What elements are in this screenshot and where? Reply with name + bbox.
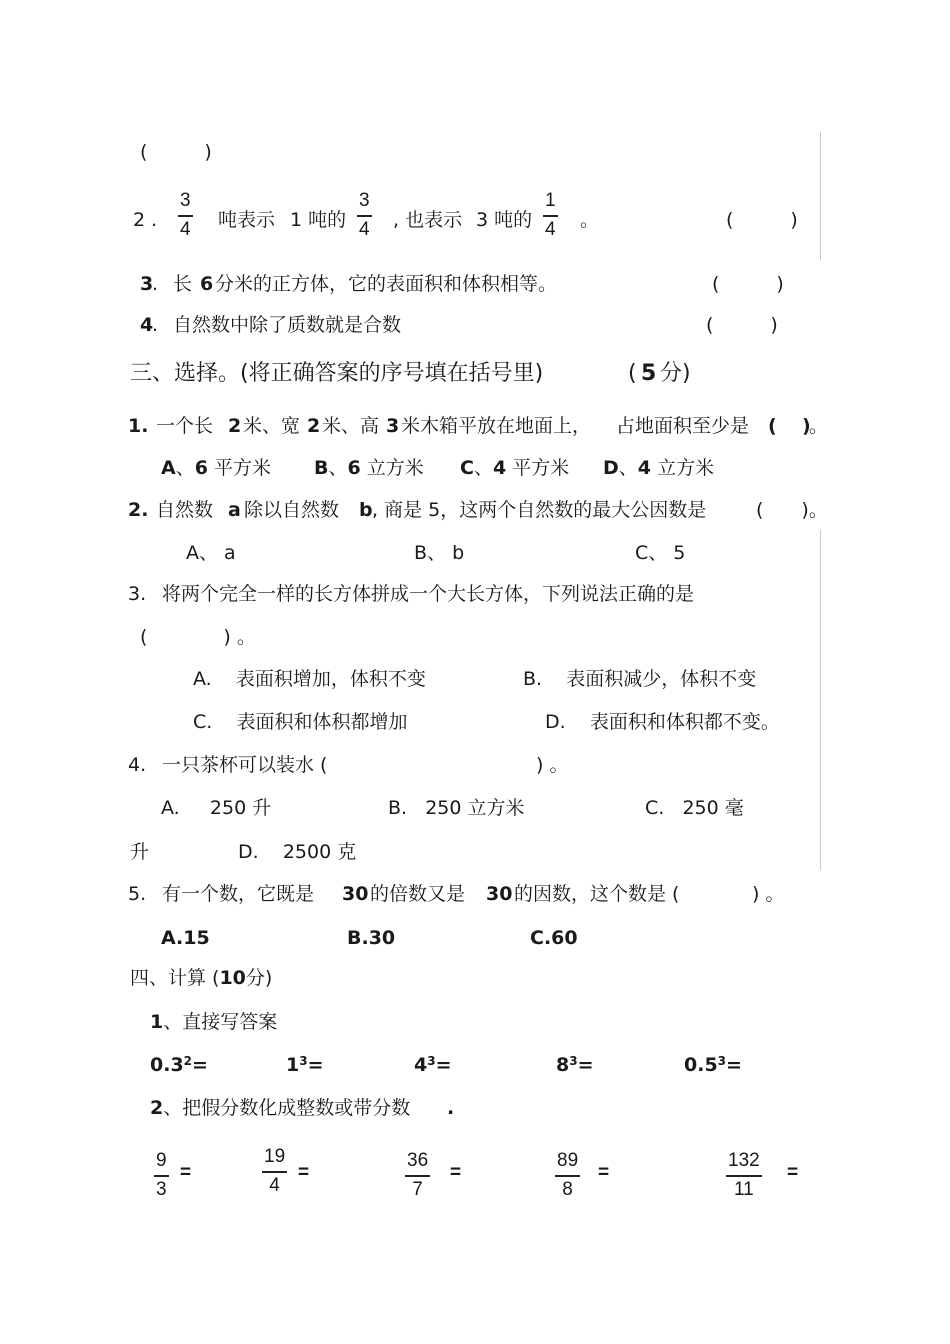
section-3-score-close: 分) xyxy=(660,361,691,386)
mc-q1-option-a: A、6 平方米 xyxy=(161,457,272,479)
tf-q2-text-2: 1 吨的 xyxy=(290,209,347,231)
tf-q3-text-2: 分米的正方体，它的表面积和体积相等。 xyxy=(215,273,558,295)
tf-q3-number: 3 xyxy=(140,273,154,295)
mc-q1-text-2: 米、宽 xyxy=(243,415,301,437)
mc-q1-text-3: 米、高 xyxy=(322,415,380,437)
calc-part-2-title: 2、把假分数化成整数或带分数 xyxy=(150,1097,411,1119)
tf-q4-dot: . xyxy=(152,314,159,336)
mc-q3-option-a: A. 表面积增加，体积不变 xyxy=(193,668,426,690)
mc-q1-paren-close: ) xyxy=(802,415,811,437)
mc-q2-var-b: b xyxy=(359,499,373,521)
fraction-4-equals: = xyxy=(598,1162,610,1183)
tf-q2-text-3: , 也表示 xyxy=(393,209,463,231)
answer-paren-top: ( ) xyxy=(140,141,212,163)
mc-q4-option-a: A. 250 升 xyxy=(161,797,272,819)
mc-q4-option-d: D. 2500 克 xyxy=(238,841,357,863)
power-item-3: $4^3=$ xyxy=(414,1054,452,1076)
tf-q3-text-1: 长 xyxy=(173,273,193,295)
fraction-1-equals: = xyxy=(180,1162,192,1183)
section-3-score: 5 xyxy=(641,361,657,386)
mc-q4-text-2: ) 。 xyxy=(536,754,569,776)
mc-q1-option-c: C、4 平方米 xyxy=(460,457,570,479)
mc-q5-text-2: 的倍数又是 xyxy=(370,883,466,905)
mc-q5-text-3: 的因数，这个数是 ( xyxy=(514,883,680,905)
tf-q4-text: 自然数中除了质数就是合数 xyxy=(173,314,402,336)
mc-q5-option-c: C.60 xyxy=(530,927,578,949)
section-3-title: 三、选择。(将正确答案的序号填在括号里) xyxy=(130,361,544,386)
tf-q3-answer-paren: ( ) xyxy=(712,273,784,295)
calc-part-2-dot: . xyxy=(447,1097,455,1119)
mc-q1-width: 2 xyxy=(307,415,321,437)
fraction-3-equals: = xyxy=(450,1162,462,1183)
calc-part-1-title: 1、直接写答案 xyxy=(150,1011,278,1033)
section-4-title: 四、计算 (10分) xyxy=(130,967,273,989)
mc-q4-option-c-continued: 升 xyxy=(130,841,150,863)
tf-q2-text-4: 3 吨的 xyxy=(476,209,533,231)
mc-q3-number: 3. xyxy=(128,583,147,605)
mc-q4-option-c: C. 250 毫 xyxy=(645,797,744,819)
tf-q4-answer-paren: ( ) xyxy=(706,314,778,336)
mc-q4-number: 4. xyxy=(128,754,147,776)
mc-q2-text-1: 自然数 xyxy=(156,499,214,521)
mc-q5-text-4: ) 。 xyxy=(752,883,785,905)
tf-q2-fraction-1: 3 4 xyxy=(180,190,191,240)
mc-q3-text: 将两个完全一样的长方体拼成一个大长方体，下列说法正确的是 xyxy=(162,583,695,605)
power-item-4: $8^3=$ xyxy=(556,1054,594,1076)
mc-q2-option-c: C、 5 xyxy=(635,542,686,564)
mc-q2-answer-paren: ( )。 xyxy=(756,499,828,521)
tf-q2-number: 2 . xyxy=(133,209,158,231)
improper-fraction-5: 132 11 xyxy=(728,1150,760,1200)
mc-q1-number: 1. xyxy=(128,415,149,437)
mc-q3-option-b: B. 表面积减少，体积不变 xyxy=(523,668,757,690)
mc-q5-text-1: 有一个数，它既是 xyxy=(162,883,315,905)
mc-q4-option-b: B. 250 立方米 xyxy=(388,797,525,819)
tf-q2-fraction-2: 3 4 xyxy=(359,190,370,240)
mc-q1-text-5: 占地面积至少是 xyxy=(616,415,750,437)
mc-q1-period: 。 xyxy=(809,415,829,437)
mc-q5-value-2: 30 xyxy=(486,883,513,905)
tf-q2-text-5: 。 xyxy=(580,209,600,231)
mc-q2-option-a: A、 a xyxy=(186,542,236,564)
mc-q2-text-3: , 商是 5，这两个自然数的最大公因数是 xyxy=(372,499,707,521)
mc-q5-value-1: 30 xyxy=(342,883,369,905)
section-3-score-open: ( xyxy=(628,361,637,386)
mc-q1-length: 2 xyxy=(228,415,242,437)
mc-q2-number: 2. xyxy=(128,499,149,521)
mc-q5-option-a: A.15 xyxy=(161,927,210,949)
mc-q3-option-c: C. 表面积和体积都增加 xyxy=(193,711,408,733)
mc-q2-option-b: B、 b xyxy=(414,542,465,564)
margin-line-top xyxy=(820,132,821,260)
mc-q4-text-1: 一只茶杯可以装水 ( xyxy=(162,754,328,776)
improper-fraction-2: 19 4 xyxy=(264,1146,286,1196)
tf-q4-number: 4 xyxy=(140,314,154,336)
tf-q3-dot: . xyxy=(152,273,159,295)
improper-fraction-3: 36 7 xyxy=(407,1150,429,1200)
mc-q1-option-d: D、4 立方米 xyxy=(603,457,715,479)
margin-line-middle xyxy=(820,530,821,870)
mc-q1-option-b: B、6 立方米 xyxy=(314,457,424,479)
fraction-2-equals: = xyxy=(298,1162,310,1183)
tf-q3-value: 6 xyxy=(200,273,214,295)
fraction-5-equals: = xyxy=(787,1162,799,1183)
mc-q2-text-2: 除以自然数 xyxy=(244,499,340,521)
mc-q3-answer-paren: ( ) 。 xyxy=(140,626,256,648)
tf-q2-fraction-3: 1 4 xyxy=(545,190,556,240)
tf-q2-answer-paren: ( ) xyxy=(726,209,798,231)
mc-q1-text-1: 一个长 xyxy=(156,415,214,437)
power-item-5: $0.5^3=$ xyxy=(684,1054,742,1076)
mc-q3-option-d: D. 表面积和体积都不变。 xyxy=(545,711,780,733)
mc-q1-height: 3 xyxy=(386,415,400,437)
power-item-2: $1^3=$ xyxy=(286,1054,324,1076)
mc-q1-paren-open: ( xyxy=(768,415,777,437)
mc-q2-var-a: a xyxy=(228,499,241,521)
mc-q5-number: 5. xyxy=(128,883,147,905)
power-item-1: $0.3^2=$ xyxy=(150,1054,208,1076)
mc-q5-option-b: B.30 xyxy=(347,927,396,949)
mc-q1-text-4: 米木箱平放在地面上， xyxy=(401,415,592,437)
tf-q2-text-1: 吨表示 xyxy=(218,209,276,231)
improper-fraction-4: 89 8 xyxy=(557,1150,579,1200)
improper-fraction-1: 9 3 xyxy=(156,1150,167,1200)
